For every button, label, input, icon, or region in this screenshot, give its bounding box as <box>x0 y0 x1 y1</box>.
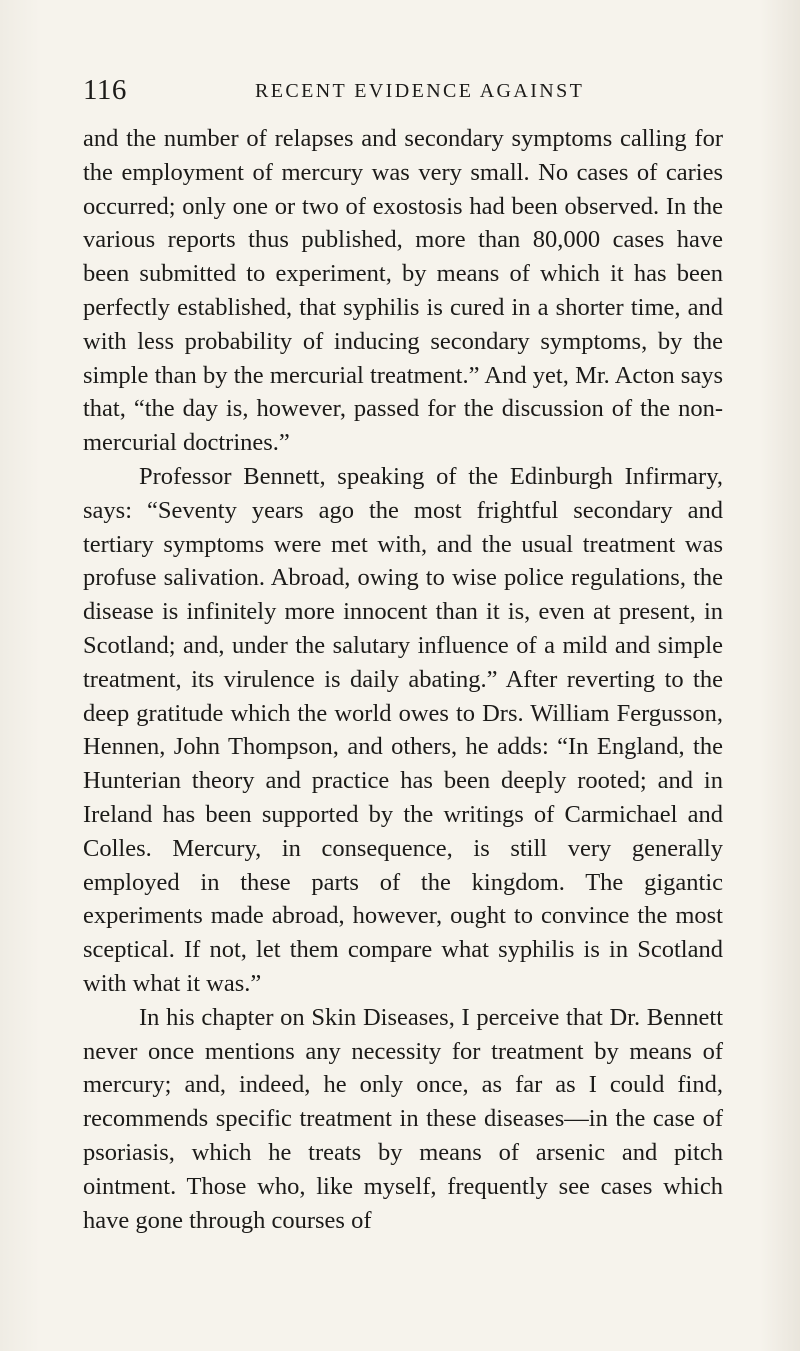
paragraph-bennett-quote: Professor Bennett, speaking of the Edinburgh Infirmary, says: “Seventy years ago the most frightful secondary and tertiary symptoms were met with, and the usual treatment was profuse salivation. Abroad, owing to wise police regulations, the disease is infinitely more innocent than it is, even at present, in Scotland; and, under the salutary influence of a mild and simple treatment, its virulence is daily abating.” After reverting to the deep gratitude which the world owes to Drs. William Fergusson, Hennen, John Thompson, and others, he adds: “In England, the Hunterian theory and practice has been deeply rooted; and in Ireland has been supported by the writings of Carmichael and Colles. Mercury, in consequence, is still very generally employed in these parts of the kingdom. The gigantic experiments made abroad, however, ought to convince the most sceptical. If not, let them compare what syphilis is in Scotland with what it was.” <box>83 462 723 997</box>
paragraph-continuation: and the number of relapses and secondary symptoms calling for the employment of mercury was very small. No cases of caries occurred; only one or two of exostosis had been observed. In the various reports thus published, more than 80,000 cases have been submitted to experiment, by means of which it has been perfectly established, that syphilis is cured in a shorter time, and with less probability of inducing secondary symptoms, by the simple than by the mercurial treatment.” And yet, Mr. Acton says that, “the day is, however, passed for the discussion of the non-mercurial doctrines.” <box>83 125 723 457</box>
body-text <box>83 122 723 1237</box>
page-header <box>83 74 723 110</box>
page-number: 116 <box>83 74 127 106</box>
paragraph-skin-diseases: In his chapter on Skin Diseases, I perceive that Dr. Bennett never once mentions any necessity for treatment by means of mercury; and, indeed, he only once, as far as I could find, recommends specific treatment in these diseases—in the case of psoriasis, which he treats by means of arsenic and pitch ointment. Those who, like myself, frequently see cases which have gone through courses of <box>83 1003 723 1234</box>
running-head: RECENT EVIDENCE AGAINST <box>255 80 585 102</box>
